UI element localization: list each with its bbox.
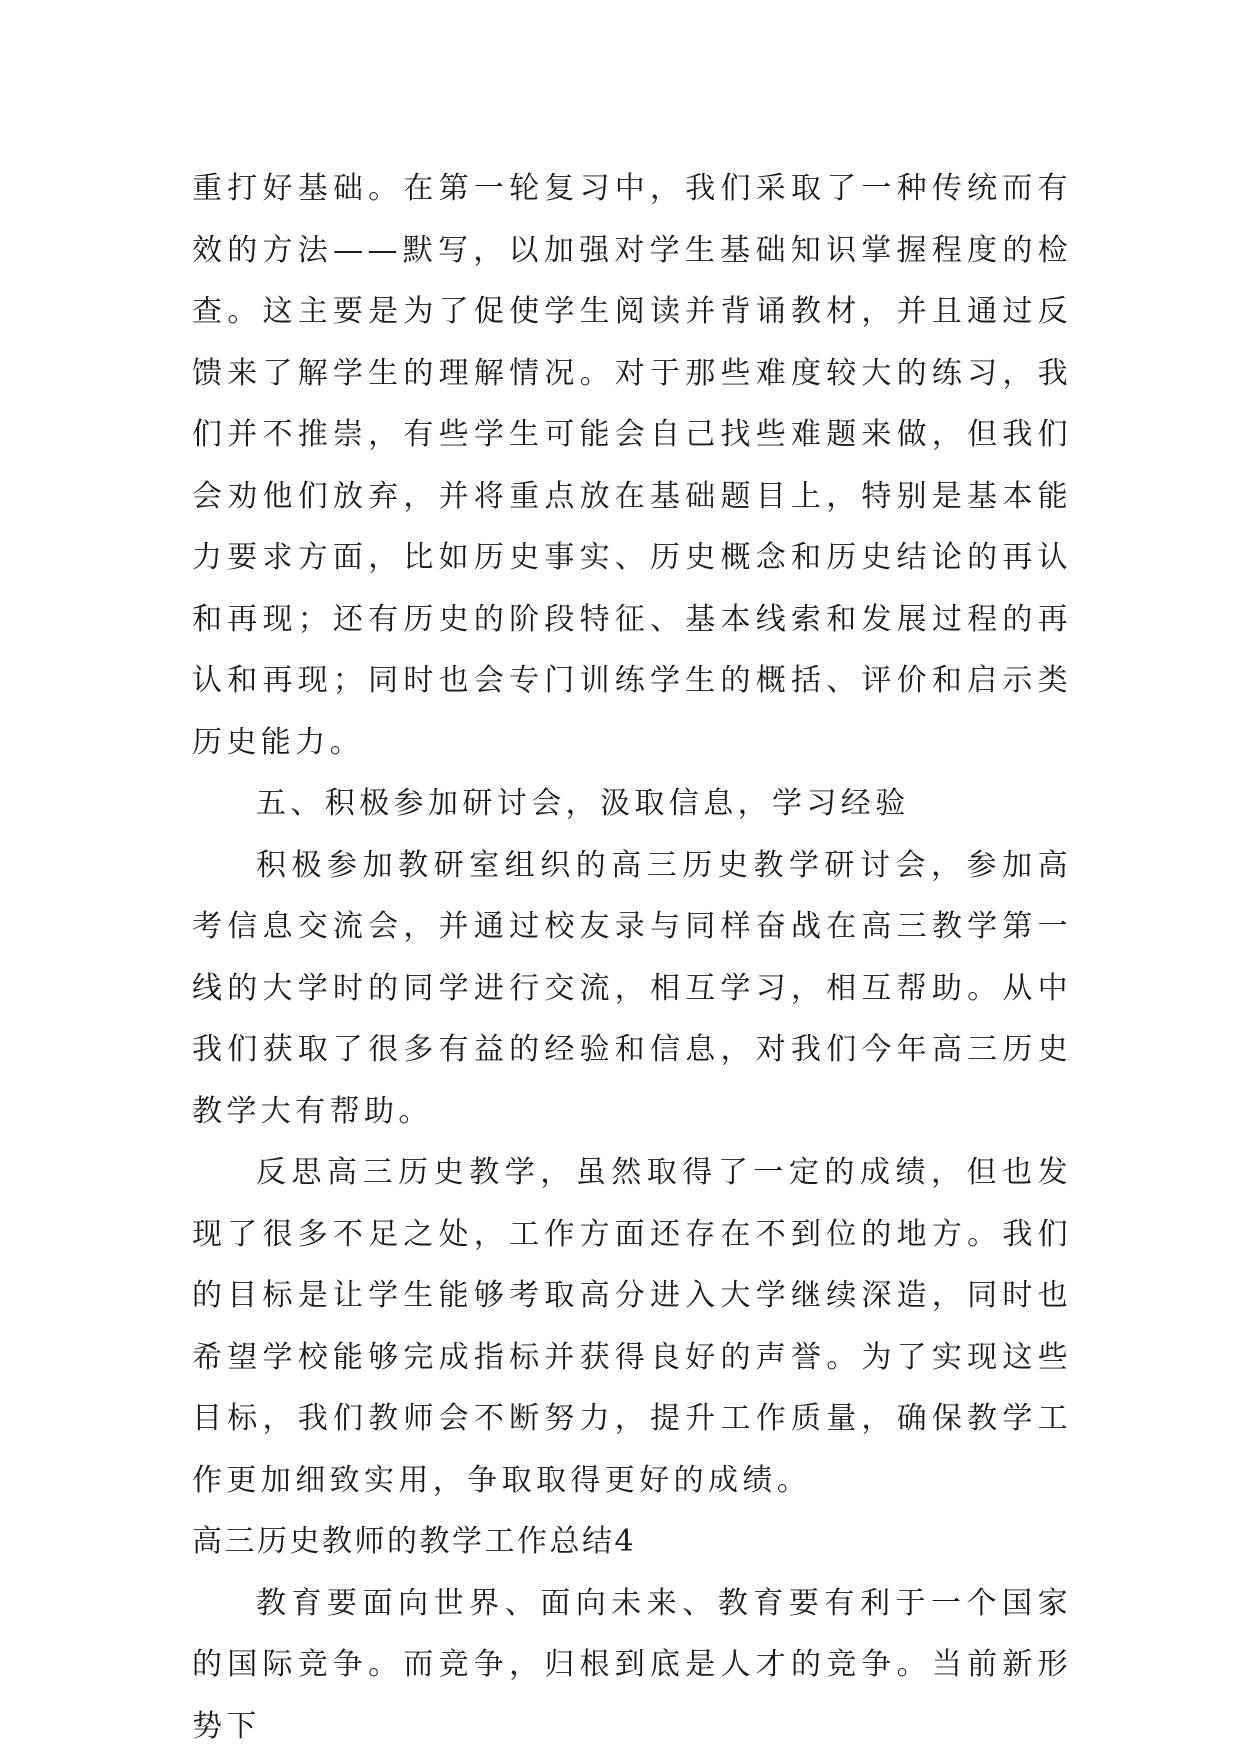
article-title: 高三历史教师的教学工作总结4 [192,1511,1072,1573]
body-paragraph: 积极参加教研室组织的高三历史教学研讨会，参加高考信息交流会，并通过校友录与同样奋战在高三教学第一线的大学时的同学进行交流，相互学习，相互帮助。从中我们获取了很多有益的经验和信息，对我们今年高三历史教学大有帮助。 [192,835,1072,1143]
body-paragraph: 反思高三历史教学，虽然取得了一定的成绩，但也发现了很多不足之处，工作方面还存在不到位的地方。我们的目标是让学生能够考取高分进入大学继续深造，同时也希望学校能够完成指标并获得良好的声誉。为了实现这些目标，我们教师会不断努力，提升工作质量，确保教学工作更加细致实用，争取取得更好的成绩。 [192,1142,1072,1511]
section-heading: 五、积极参加研讨会，汲取信息，学习经验 [192,773,1072,835]
document-body [192,158,1072,1757]
body-paragraph: 教育要面向世界、面向未来、教育要有利于一个国家的国际竞争。而竞争，归根到底是人才的竞争。当前新形势下 [192,1573,1072,1757]
body-paragraph: 重打好基础。在第一轮复习中，我们采取了一种传统而有效的方法——默写，以加强对学生基础知识掌握程度的检查。这主要是为了促使学生阅读并背诵教材，并且通过反馈来了解学生的理解情况。对于那些难度较大的练习，我们并不推崇，有些学生可能会自己找些难题来做，但我们会劝他们放弃，并将重点放在基础题目上，特别是基本能力要求方面，比如历史事实、历史概念和历史结论的再认和再现；还有历史的阶段特征、基本线索和发展过程的再认和再现；同时也会专门训练学生的概括、评价和启示类历史能力。 [192,158,1072,773]
